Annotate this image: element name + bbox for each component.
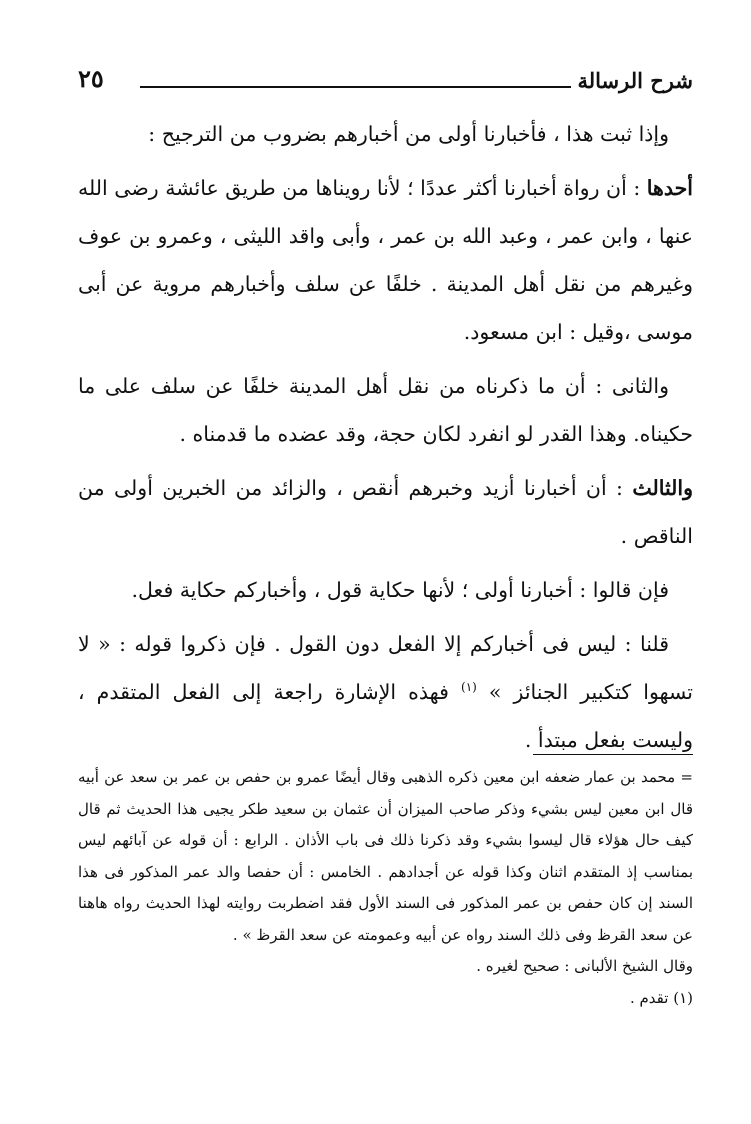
reply-text-a: قلنا : ليس فى أخباركم إلا الفعل دون القول . فإن ذكروا قوله : « لا تسهوا كتكبير الجنائز »	[78, 632, 693, 704]
paragraph-objection: فإن قالوا : أخبارنا أولى ؛ لأنها حكاية قول ، وأخباركم حكاية فعل.	[131, 578, 669, 602]
running-title: شرح الرسالة	[577, 68, 693, 93]
reply-text-b: فهذه الإشارة راجعة إلى الفعل المتقدم ، وليست بفعل مبتدأ .	[78, 680, 693, 752]
footnote-ref-1: (١)	[461, 680, 477, 695]
paragraph-third-reason	[78, 464, 693, 560]
paragraph-intro: وإذا ثبت هذا ، فأخبارنا أولى من أخبارهم بضروب من الترجيح :	[148, 122, 669, 146]
footnote-1: (١) تقدم .	[629, 988, 693, 1007]
footnote-continued: = محمد بن عمار ضعفه ابن معين ذكره الذهبى وقال أيضًا عمرو بن حفص بن عمر بن سعد عن أبيه قال ابن معين ليس بشيء وذكر صاحب الميزان أن عثمان بن سعيد طكر يجيى هذا الحديث ثم قال كيف حال هؤلاء قال ليسوا بشيء وقد ذكرنا ذلك فى باب الأذان . الرابع : أن قوله عن آبائهم ليس بمناسب إذ المتقدم اثنان وكذا قوله عن أجدادهم . الخامس : أن حفصا والد عمر المذكور فى هذا السند إن كان حفص بن عمر المذكور فى السند الأول فقد اضطربت روايته لهذا الحديث رواه هاهنا عن سعد القرظ وفى ذلك السند رواه عن أبيه وعمومته عن سعد القرظ » .	[78, 768, 693, 944]
header-rule	[140, 86, 571, 88]
footnote-albani: وقال الشيخ الألبانى : صحيح لغيره .	[476, 957, 693, 975]
running-header	[78, 62, 693, 102]
lead-word-first: أحدها	[646, 176, 693, 200]
first-reason-text: : أن رواة أخبارنا أكثر عددًا ؛ لأنا رويناها من طريق عائشة رضى الله عنها ، وابن عمر ، وعبد الله بن عمر ، وأبى واقد الليثى ، وعمرو بن عوف وغيرهم من نقل أهل المدينة . خلفًا عن سلف وأخبارهم مروية عن أبى موسى ،وقيل : ابن مسعود.	[78, 176, 693, 344]
paragraph-second-reason: والثانى : أن ما ذكرناه من نقل أهل المدينة خلفًا عن سلف على ما حكيناه. وهذا القدر لو انفرد لكان حجة، وقد عضده ما قدمناه .	[78, 374, 693, 446]
footnote-separator	[533, 754, 693, 755]
third-reason-text: : أن أخبارنا أزيد وخبرهم أنقص ، والزائد من الخبرين أولى من الناقص .	[78, 476, 693, 548]
paragraph-first-reason	[78, 164, 693, 356]
paragraph-reply	[78, 620, 693, 764]
page-number: ٢٥	[78, 64, 104, 93]
footnotes	[78, 762, 693, 1014]
main-text	[78, 110, 693, 764]
lead-word-third: والثالث	[632, 476, 693, 500]
